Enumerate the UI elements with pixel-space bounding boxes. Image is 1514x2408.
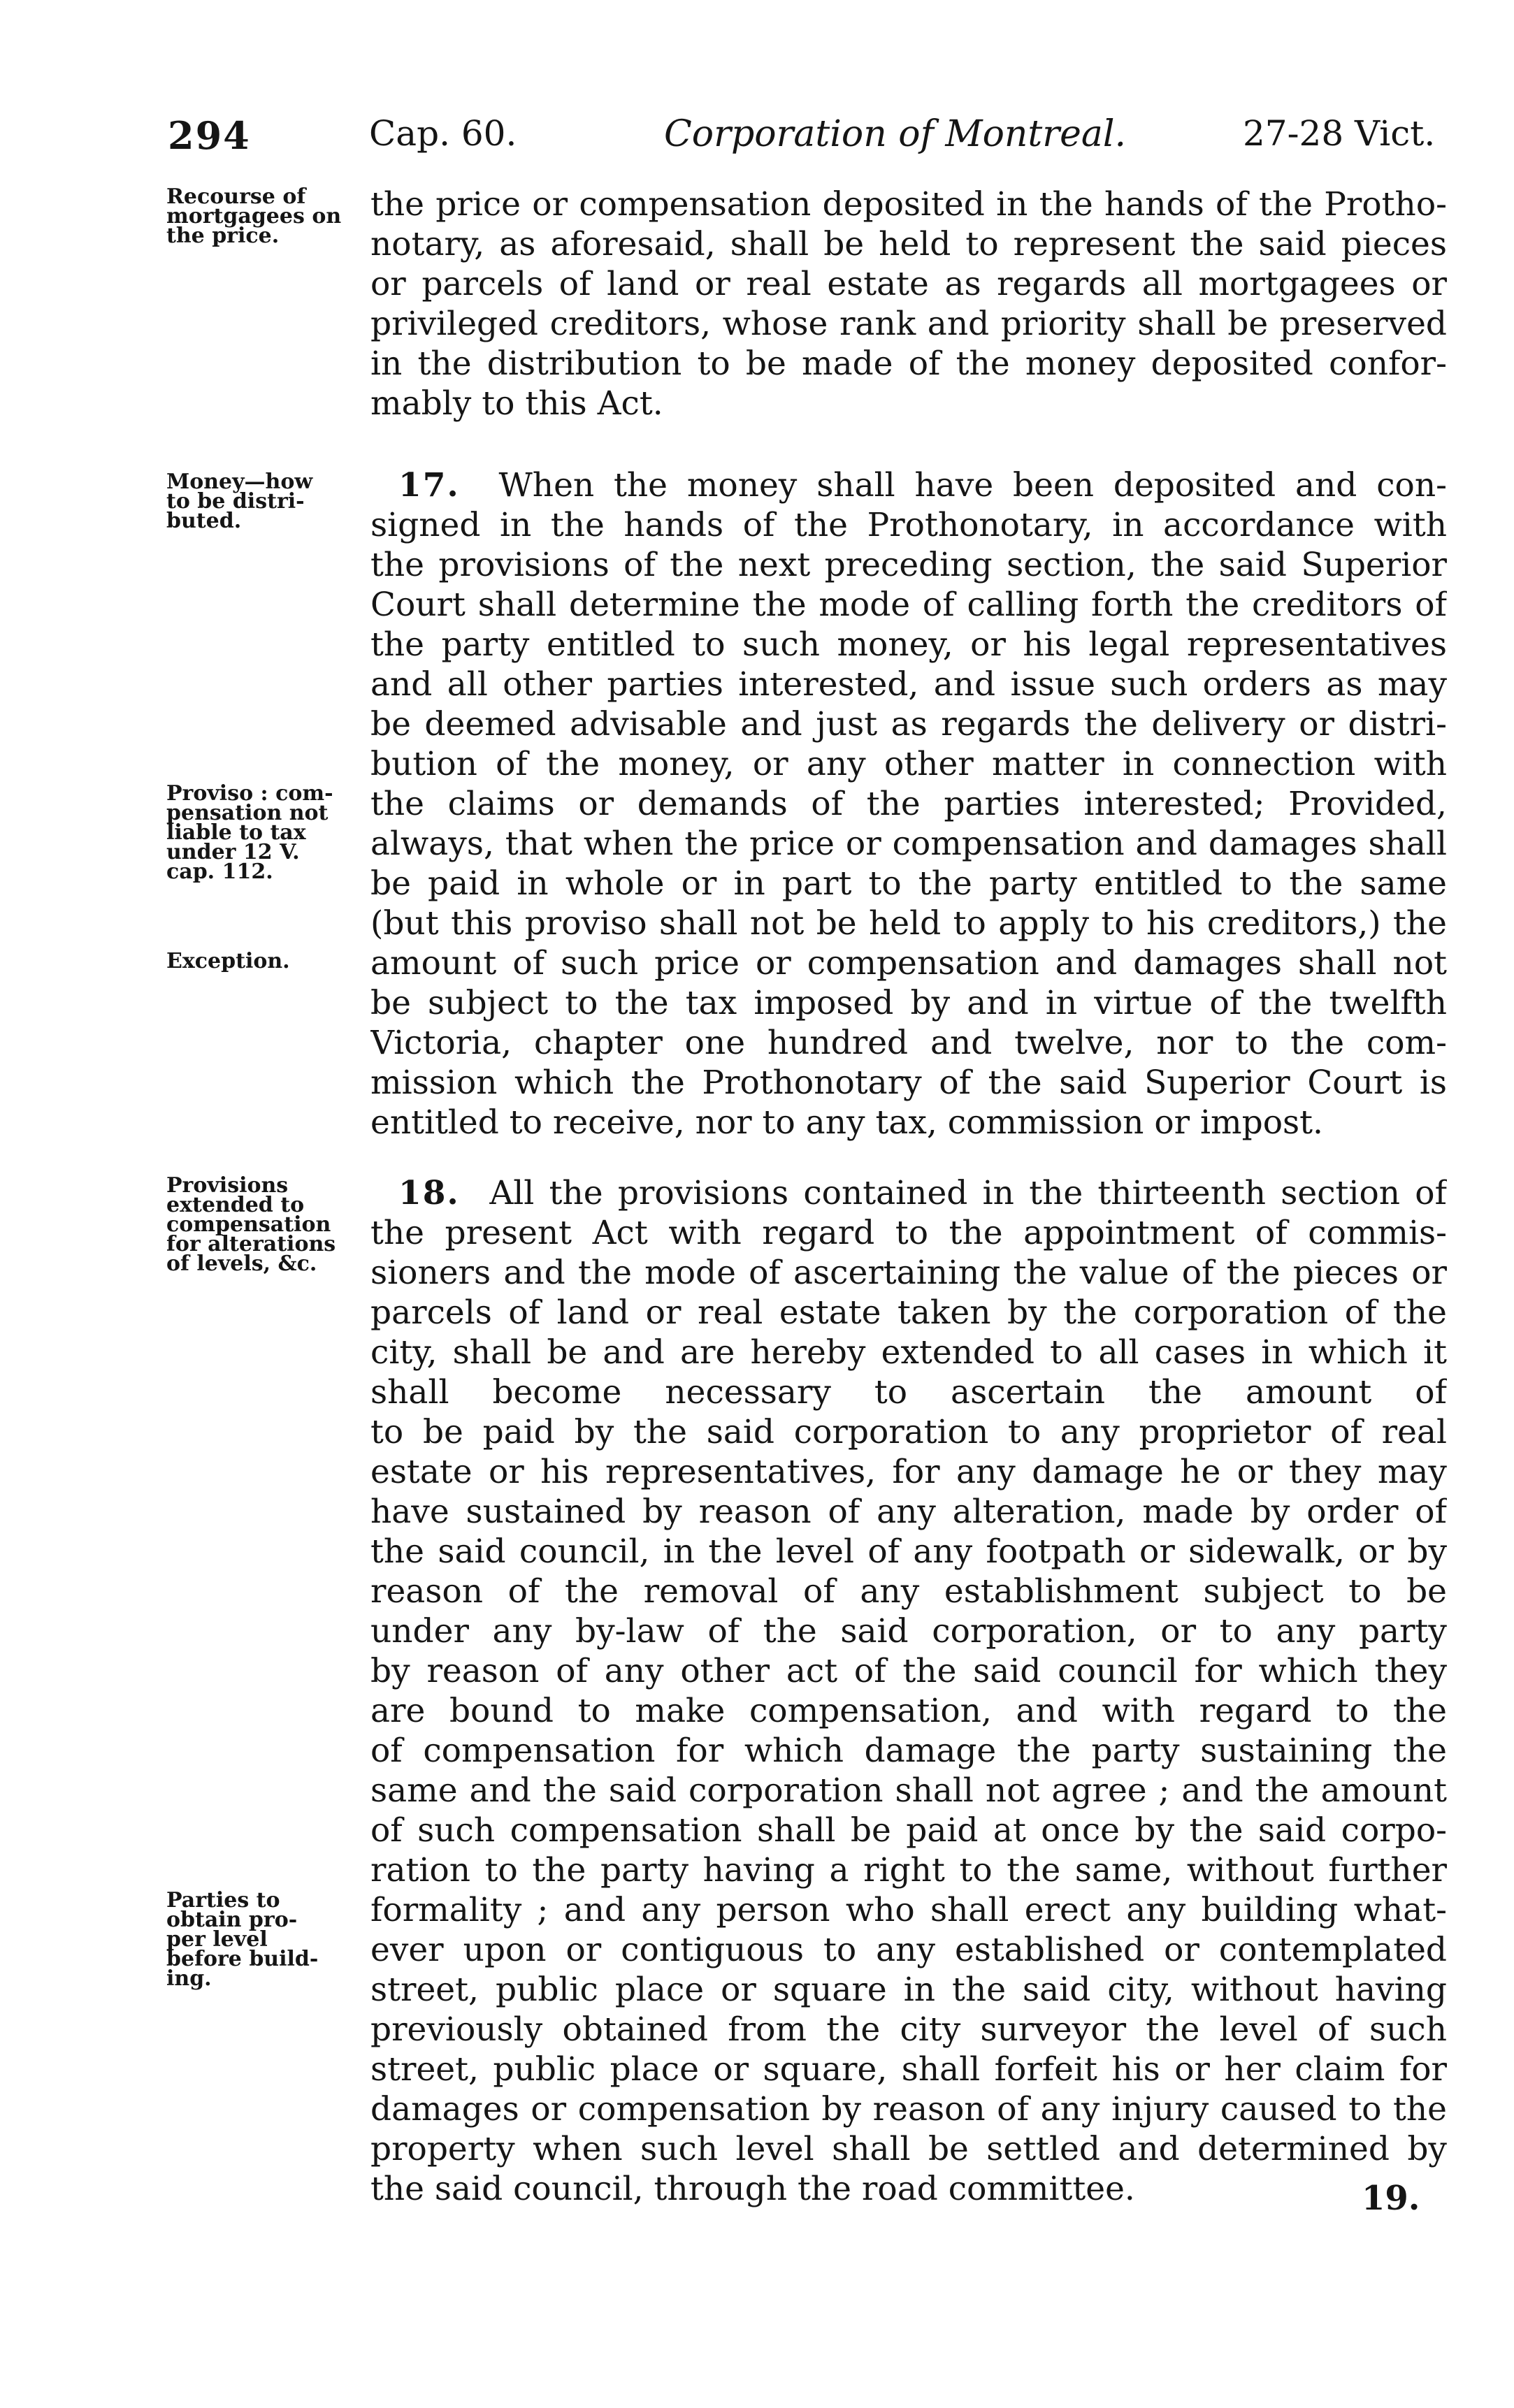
margin-note-exception	[166, 949, 363, 973]
margin-note-line: ing.	[166, 1966, 212, 1991]
section-18	[370, 1173, 1447, 2209]
text-line: of such compensation shall be paid at once by the said corpo-	[370, 1811, 1447, 1850]
regnal-year: 27-28 Vict.	[1243, 113, 1436, 154]
margin-note-line: Money—how	[166, 470, 313, 494]
margin-note-line: under 12 V.	[166, 840, 300, 864]
text-line: the price or compensation deposited in the hands of the Protho-	[370, 185, 1447, 224]
text-line: estate or his representatives, for any damage he or they may	[370, 1453, 1447, 1491]
text-line: the provisions of the next preceding section, the said Superior	[370, 546, 1447, 584]
margin-note-line: for alterations	[166, 1232, 336, 1256]
text-line: and all other parties interested, and issue such orders as may	[370, 665, 1447, 704]
text-line: same and the said corporation shall not agree ; and the amount	[370, 1771, 1447, 1810]
margin-note-line: compensation	[166, 1212, 331, 1237]
running-title: Corporation of Montreal.	[664, 113, 1127, 155]
text-line: sioners and the mode of ascertaining the value of the pieces or	[370, 1254, 1447, 1292]
section-17	[370, 465, 1447, 1143]
text-line: Victoria, chapter one hundred and twelve, nor to the com-	[370, 1024, 1447, 1062]
margin-note-line: cap. 112.	[166, 860, 273, 884]
section-18-first-line	[370, 1173, 1447, 1213]
margin-note-line: pensation not	[166, 801, 329, 825]
margin-note-line: Recourse of	[166, 184, 306, 209]
text-line: (but this proviso shall not be held to apply to his creditors,) the	[370, 904, 1447, 943]
text-line: notary, as aforesaid, shall be held to represent the said pieces	[370, 225, 1447, 263]
text-line: mission which the Prothonotary of the said Superior Court is	[370, 1064, 1447, 1102]
margin-note-line: buted.	[166, 509, 242, 533]
section-number: 17.	[398, 466, 460, 505]
margin-note-line: to be distri-	[166, 489, 305, 514]
text-line: be paid in whole or in part to the party entitled to the same	[370, 864, 1447, 903]
text-line: street, public place or square, shall forfeit his or her claim for	[370, 2050, 1447, 2089]
page-number: 294	[168, 113, 251, 158]
text-line: damages or compensation by reason of any injury caused to the	[370, 2090, 1447, 2128]
section-17-lines	[370, 505, 1447, 1143]
section-18-opening: All the provisions contained in the thirteenth section of	[489, 1174, 1447, 1212]
margin-note-parties	[166, 1888, 363, 1991]
text-line: entitled to receive, nor to any tax, commission or impost.	[370, 1103, 1323, 1142]
margin-note-line: per level	[166, 1927, 268, 1952]
margin-note-proviso	[166, 781, 363, 884]
text-line: ever upon or contiguous to any established or contemplated	[370, 1931, 1447, 1969]
section-17-first-line	[370, 465, 1447, 505]
text-line: privileged creditors, whose rank and priority shall be preserved	[370, 305, 1447, 343]
margin-note-line: before build-	[166, 1947, 319, 1971]
text-line: shall become necessary to ascertain the amount of	[370, 1373, 1447, 1412]
margin-note-line: Provisions	[166, 1173, 289, 1198]
text-line: are bound to make compensation, and with regard to the	[370, 1692, 1447, 1730]
text-line: be deemed advisable and just as regards the delivery or distri-	[370, 705, 1447, 744]
margin-note-line: obtain pro-	[166, 1908, 298, 1932]
margin-note-line: mortgagees on	[166, 204, 342, 229]
text-line: the said council, through the road committee.	[370, 2170, 1135, 2208]
text-line: ration to the party having a right to the same, without further	[370, 1851, 1447, 1890]
margin-note-recourse	[166, 184, 363, 248]
text-line: the party entitled to such money, or his legal representatives	[370, 625, 1447, 664]
text-line: parcels of land or real estate taken by the corporation of the	[370, 1293, 1447, 1332]
text-line: signed in the hands of the Prothonotary, in accordance with	[370, 506, 1447, 544]
text-line: previously obtained from the city surveyor the level of such	[370, 2010, 1447, 2049]
text-line: always, that when the price or compensation and damages shall	[370, 825, 1447, 863]
margin-note-money	[166, 472, 363, 531]
section-number: 18.	[398, 1174, 460, 1212]
margin-note-line: Parties to	[166, 1888, 280, 1913]
margin-note-line: extended to	[166, 1193, 305, 1217]
text-line: formality ; and any person who shall erect any building what-	[370, 1891, 1447, 1929]
margin-note-line: Proviso : com-	[166, 781, 333, 806]
text-line: mably to this Act.	[370, 384, 663, 423]
text-line: or parcels of land or real estate as regards all mortgagees or	[370, 265, 1447, 303]
text-line: amount of such price or compensation and damages shall not	[370, 944, 1447, 982]
section-17-opening: When the money shall have been deposited and con-	[498, 466, 1447, 505]
catchword: 19.	[1362, 2179, 1420, 2218]
section-18-lines	[370, 1213, 1447, 2209]
text-line: property when such level shall be settled and determined by	[370, 2130, 1447, 2168]
paragraph-recourse	[370, 184, 1447, 423]
text-line: in the distribution to be made of the money deposited confor-	[370, 344, 1447, 383]
margin-note-line: liable to tax	[166, 820, 306, 845]
margin-note-line: Exception.	[166, 949, 290, 973]
text-line: be subject to the tax imposed by and in virtue of the twelfth	[370, 984, 1447, 1022]
text-line: by reason of any other act of the said council for which they	[370, 1652, 1447, 1690]
text-line: have sustained by reason of any alteration, made by order of	[370, 1493, 1447, 1531]
text-line: reason of the removal of any establishment subject to be	[370, 1572, 1447, 1611]
text-line: to be paid by the said corporation to any proprietor of real	[370, 1413, 1447, 1451]
margin-note-line: of levels, &c.	[166, 1252, 317, 1276]
text-line: city, shall be and are hereby extended to all cases in which it	[370, 1333, 1447, 1372]
text-line: street, public place or square in the said city, without having	[370, 1971, 1447, 2009]
text-line: of compensation for which damage the party sustaining the	[370, 1732, 1447, 1770]
text-line: under any by-law of the said corporation, or to any party	[370, 1612, 1447, 1651]
text-line: the said council, in the level of any footpath or sidewalk, or by	[370, 1532, 1447, 1571]
text-line: the present Act with regard to the appointment of commis-	[370, 1214, 1447, 1252]
text-line: bution of the money, or any other matter in connection with	[370, 745, 1447, 783]
text-line: the claims or demands of the parties interested; Provided,	[370, 785, 1447, 823]
chapter-label: Cap. 60.	[369, 113, 517, 154]
text-line: Court shall determine the mode of calling forth the creditors of	[370, 586, 1447, 624]
margin-note-line: the price.	[166, 224, 280, 248]
margin-note-provisions	[166, 1173, 363, 1276]
